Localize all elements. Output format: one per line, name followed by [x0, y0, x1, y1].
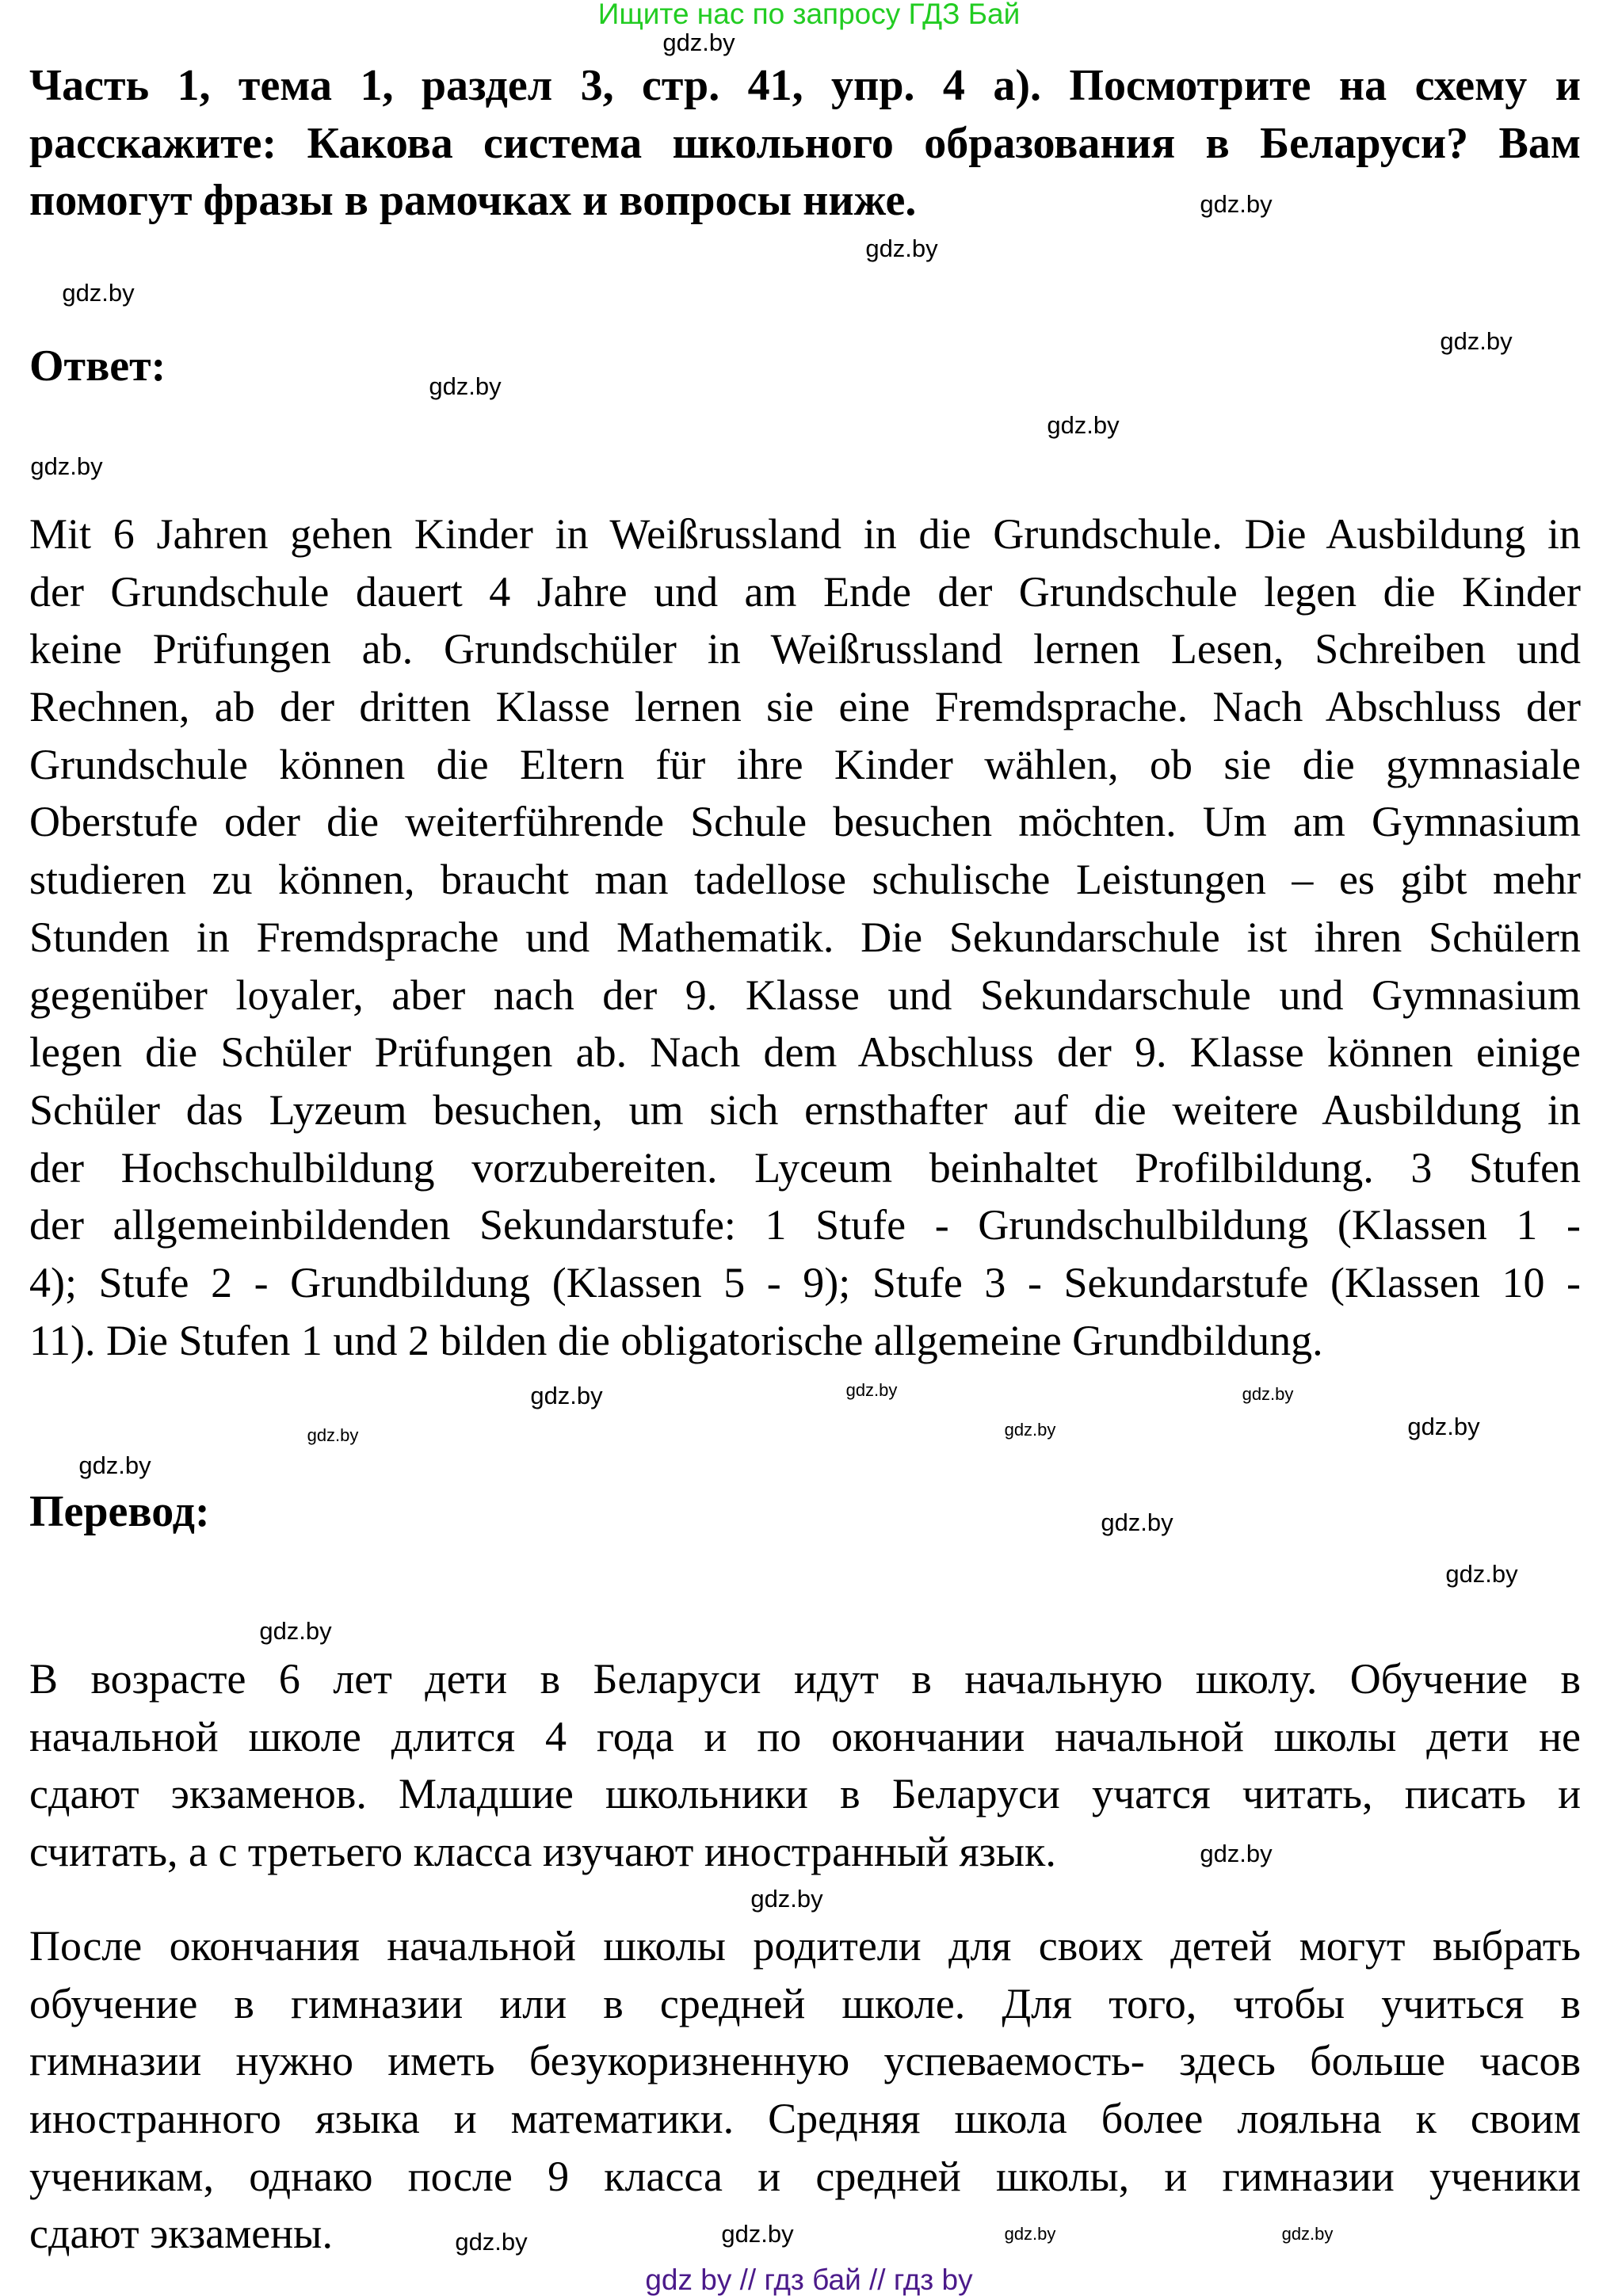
watermark: gdz.by [1407, 1413, 1480, 1440]
text-line: Grundschule können die Eltern für ihre Kinder wählen, ob sie die gymnasiale [29, 740, 1581, 788]
watermark: gdz.by [1004, 1420, 1056, 1440]
text-line: Stunden in Fremdsprache und Mathematik. Die Sekundarschule ist ihren Schülern [29, 913, 1581, 961]
watermark: gdz.by [845, 1380, 898, 1400]
answer-heading: Ответ: [29, 341, 166, 391]
text-line: начальной школе длится 4 года и по окончании начальной школы дети не [29, 1712, 1581, 1760]
text-line: Mit 6 Jahren gehen Kinder in Weißrussland in die Grundschule. Die Ausbildung in [29, 510, 1581, 558]
watermark: gdz.by [530, 1382, 603, 1409]
text-line: обучение в гимназии или в средней школе. Для того, чтобы учиться в [29, 1979, 1581, 2027]
watermark: gdz.by [259, 1617, 332, 1645]
watermark: gdz.by [307, 1425, 359, 1445]
watermark: gdz.by [1440, 327, 1513, 355]
watermark: gdz.by [662, 29, 735, 56]
text-line: ученикам, однако после 9 класса и средней школы, и гимназии ученики [29, 2152, 1581, 2200]
text-line: Oberstufe oder die weiterführende Schule besuchen möchten. Um am Gymnasium [29, 798, 1581, 846]
text-line: 11). Die Stufen 1 und 2 bilden die obligatorische allgemeine Grundbildung. [29, 1316, 1323, 1364]
watermark: gdz.by [1242, 1384, 1294, 1404]
watermark: gdz.by [1445, 1560, 1518, 1588]
text-line: legen die Schüler Prüfungen ab. Nach dem Abschluss der 9. Klasse können einige [29, 1028, 1581, 1077]
text-line: der allgemeinbildenden Sekundarstufe: 1 Stufe - Grundschulbildung (Klassen 1 - [29, 1201, 1581, 1249]
text-line: В возрасте 6 лет дети в Беларуси идут в начальную школу. Обучение в [29, 1655, 1581, 1703]
watermark: gdz.by [429, 372, 502, 400]
text-line: сдают экзаменов. Младшие школьники в Беларуси учатся читать, писать и [29, 1770, 1581, 1818]
answer-paragraph [29, 505, 1581, 1369]
watermark: gdz.by [865, 235, 938, 262]
text-line: гимназии нужно иметь безукоризненную успеваемость- здесь больше часов [29, 2037, 1581, 2085]
translation-paragraph-2 [29, 1917, 1581, 2263]
watermark: gdz.by [1281, 2224, 1334, 2244]
watermark: gdz.by [750, 1885, 823, 1913]
search-banner: Ищите нас по запросу ГДЗ Бай [597, 0, 1021, 30]
text-line: 4); Stufe 2 - Grundbildung (Klassen 5 - 9); Stufe 3 - Sekundarstufe (Klassen 10 - [29, 1258, 1581, 1306]
footer-links[interactable]: gdz by // гдз бай // гдз by [645, 2264, 973, 2296]
watermark: gdz.by [62, 279, 135, 307]
title-line: Часть 1, тема 1, раздел 3, стр. 41, упр. 4 а). Посмотрите на схему и [29, 61, 1581, 110]
watermark: gdz.by [1200, 190, 1273, 218]
watermark: gdz.by [455, 2228, 528, 2256]
text-line: gegenüber loyaler, aber nach der 9. Klasse und Sekundarschule und Gymnasium [29, 971, 1581, 1019]
text-line: Rechnen, ab der dritten Klasse lernen sie eine Fremdsprache. Nach Abschluss der [29, 683, 1581, 731]
watermark: gdz.by [78, 1451, 151, 1479]
translation-paragraph-1 [29, 1650, 1581, 1881]
title-line: помогут фразы в рамочках и вопросы ниже. [29, 176, 917, 226]
text-line: иностранного языка и математики. Средняя школа более лояльна к своим [29, 2095, 1581, 2143]
watermark: gdz.by [1004, 2224, 1056, 2244]
watermark: gdz.by [30, 452, 103, 480]
watermark: gdz.by [1047, 411, 1120, 439]
text-line: keine Prüfungen ab. Grundschüler in Weißrussland lernen Lesen, Schreiben und [29, 625, 1581, 673]
text-line: После окончания начальной школы родители для своих детей могут выбрать [29, 1922, 1581, 1970]
text-line: der Grundschule dauert 4 Jahre und am Ende der Grundschule legen die Kinder [29, 567, 1581, 616]
translation-heading: Перевод: [29, 1487, 210, 1536]
watermark: gdz.by [1101, 1508, 1173, 1536]
watermark: gdz.by [1200, 1840, 1273, 1867]
text-line: Schüler das Lyzeum besuchen, um sich ernsthafter auf die weitere Ausbildung in [29, 1085, 1581, 1134]
text-line: studieren zu können, braucht man tadellose schulische Leistungen – es gibt mehr [29, 856, 1581, 904]
text-line: сдают экзамены. [29, 2210, 333, 2258]
title-line: расскажите: Какова система школьного образования в Беларуси? Вам [29, 118, 1581, 168]
text-line: считать, а с третьего класса изучают иностранный язык. [29, 1828, 1056, 1876]
watermark: gdz.by [721, 2220, 794, 2248]
text-line: der Hochschulbildung vorzubereiten. Lyceum beinhaltet Profilbildung. 3 Stufen [29, 1143, 1581, 1192]
exercise-title [29, 57, 1581, 230]
